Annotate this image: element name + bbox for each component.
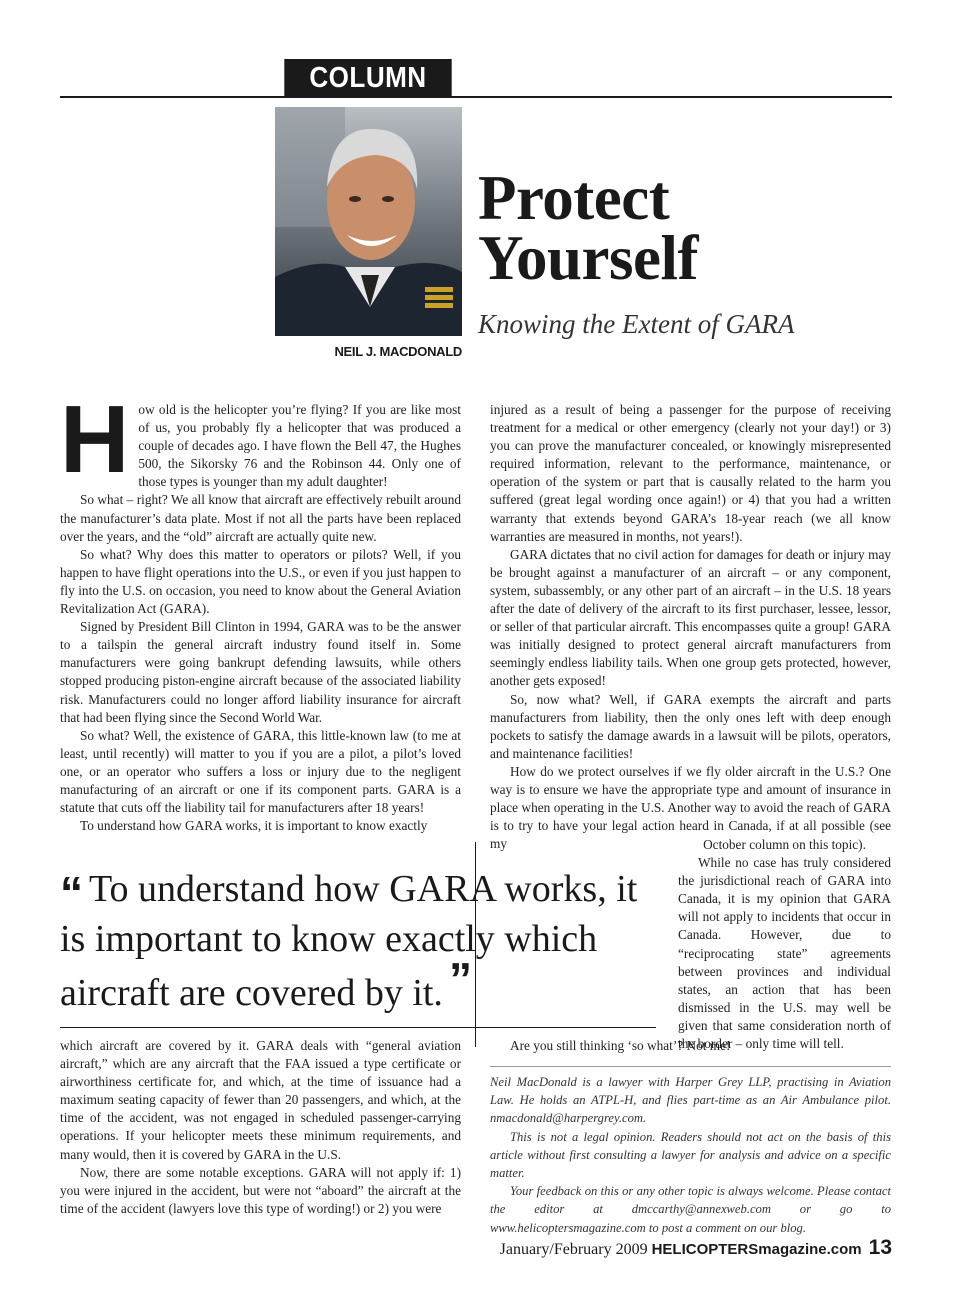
drop-cap: H <box>60 386 130 493</box>
body-paragraph: How old is the helicopter you’re flying? If you are like most of us, you probably fly a helicopter that was produced a couple of decades ago. I have flown the Bell 47, the Hughes 500, the Sikorsky 76 and the Robinson 44. Only one of those types is younger than my adult daughter! <box>60 386 461 493</box>
article-title <box>478 163 898 293</box>
close-quote-mark: ” <box>448 953 472 1005</box>
body-paragraph: So, now what? Well, if GARA exempts the aircraft and parts manufacturers from liability, then the only ones left with deep enough pockets to satisfy the damage awards in a lawsuit will be pilots, operators, and maintenance facilities! <box>490 691 891 761</box>
page-footer <box>400 1236 892 1260</box>
pull-quote-text: To understand how GARA works, it is important to know exactly which aircraft are covered by it. <box>60 868 638 1014</box>
pullquote-divider-horizontal <box>60 1027 656 1028</box>
issue-date: January/February 2009 <box>499 1241 648 1258</box>
body-paragraph: How do we protect ourselves if we fly older aircraft in the U.S.? One way is to ensure we have the appropriate type and amount of insurance in place when operating in the U.S. Another way to avoid the reach of GARA is to try to have your legal action heard in Canada, if at all possible (see my <box>490 763 891 852</box>
body-paragraph: October column on this topic). <box>703 837 866 852</box>
section-label: COLUMN <box>284 59 451 97</box>
title-line-2: Yourself <box>478 223 698 293</box>
body-paragraph: which aircraft are covered by it. GARA deals with “general aviation aircraft,” which are any aircraft that the FAA issued a type certificate or airworthiness certificate for, and which, at the time of issuance had a maximum seating capacity of fewer than 20 passengers, and which, at the time of the accident, was not engaged in scheduled passenger-carrying operations. If your helicopter meets these minimum requirements, and many would, then it is covered by GARA in the U.S. <box>60 1038 461 1162</box>
body-paragraph: So what – right? We all know that aircraft are effectively rebuilt around the manufacturer’s data plate. Most if not all the parts have been replaced over the years, and the “old” aircraft are actually quite new. <box>60 492 461 544</box>
page-number: 13 <box>868 1236 892 1259</box>
body-paragraph: While no case has truly considered the jurisdictional reach of GARA into Canada, it is my opinion that GARA will not apply to incidents that occur in Canada. However, due to “reciprocating state” agreements between provinces and individual states, an action that has been dismissed in the U.S. may well be given that same consideration north of the border – only time will tell. <box>678 855 891 1052</box>
body-paragraph: Are you still thinking ‘so what’? Not me! <box>510 1038 731 1053</box>
body-paragraph: injured as a result of being a passenger for the purpose of receiving treatment for a medical or other emergency (clearly not your day!) or 3) you can prove the manufacturer concealed, or knowingly misrepresented required information, relevant to the performance, maintenance, or operation of the system or part that is causally related to the harm you suffered (great legal wording once again!) or 4) that you had a written warranty that extends beyond GARA’s 18-year reach (we all know warranties are measured in months, not years!). <box>490 402 891 544</box>
header-rule <box>60 96 892 98</box>
author-portrait-illustration <box>275 107 462 336</box>
bio-paragraph: This is not a legal opinion. Readers should not act on the basis of this article without first consulting a lawyer for analysis and advice on a specific matter. <box>490 1129 891 1181</box>
body-closing-line <box>490 1037 891 1055</box>
author-bio <box>490 1073 891 1237</box>
title-line-1: Protect <box>478 163 670 233</box>
article-subtitle: Knowing the Extent of GARA <box>478 309 795 339</box>
body-paragraph: To understand how GARA works, it is important to know exactly <box>80 818 428 834</box>
body-paragraph: Signed by President Bill Clinton in 1994, GARA was to be the answer to a tailspin the general aircraft industry found itself in. Some manufacturers were going bankrupt defending lawsuits, while others stopped producing piston-engine aircraft because of the associated liability risk. Manufacturers could no longer afford liability insurance for aircraft that had been flying since the Second World War. <box>60 619 461 725</box>
body-paragraph: So what? Well, the existence of GARA, this little-known law (to me at least, until recently) will matter to you if you are a pilot, a pilot’s loved one, or an operator who suffers a loss or injury due to the negligent manufacturing of an aircraft or one if its component parts. GARA is a statute that cuts off the liability tail for manufacturers after 18 years! <box>60 727 461 816</box>
bio-paragraph: Neil MacDonald is a lawyer with Harper Grey LLP, practising in Aviation Law. He holds an ATPL-H, and flies part-time as an Air Ambulance pilot. nmacdonald@harpergrey.com. <box>490 1075 891 1126</box>
author-photo <box>275 107 462 336</box>
author-byline: NEIL J. MACDONALD <box>334 344 462 359</box>
body-paragraph: GARA dictates that no civil action for damages for death or injury may be brought against a manufacturer of an aircraft – or any component, system, subassembly, or any other part of an aircraft – in the U.S. 18 years after the date of delivery of the aircraft to its first purchaser, lessee, lessor, or seller of that particular aircraft. This encompasses quite a group! GARA was initially designed to protect general aircraft manufacturers from seemingly endless liability tails. When one group gets protected, however, another gets exposed! <box>490 546 891 689</box>
magazine-brand: HELICOPTERSmagazine.com <box>651 1241 862 1258</box>
pull-quote <box>60 860 660 1018</box>
open-quote-mark: “ <box>60 867 83 919</box>
body-column-2-continued <box>678 836 891 1052</box>
body-column-1-continued <box>60 1037 461 1219</box>
body-column-1 <box>60 386 461 837</box>
bio-divider <box>490 1066 891 1067</box>
bio-paragraph: Your feedback on this or any other topic is always welcome. Please contact the editor at dmccarthy@annexweb.com or go to www.helicoptersmagazine.com to post a comment on our blog. <box>490 1184 891 1235</box>
body-paragraph: Now, there are some notable exceptions. GARA will not apply if: 1) you were injured in the accident, but were not “aboard” the aircraft at the time of the accident (lawyers love this type of wording!) or 2) you were <box>60 1164 461 1216</box>
body-paragraph: So what? Why does this matter to operators or pilots? Well, if you happen to have flight operations into the U.S., or even if you just happen to fly into the U.S. on occasion, you need to know about the General Aviation Revitalization Act (GARA). <box>60 546 461 617</box>
